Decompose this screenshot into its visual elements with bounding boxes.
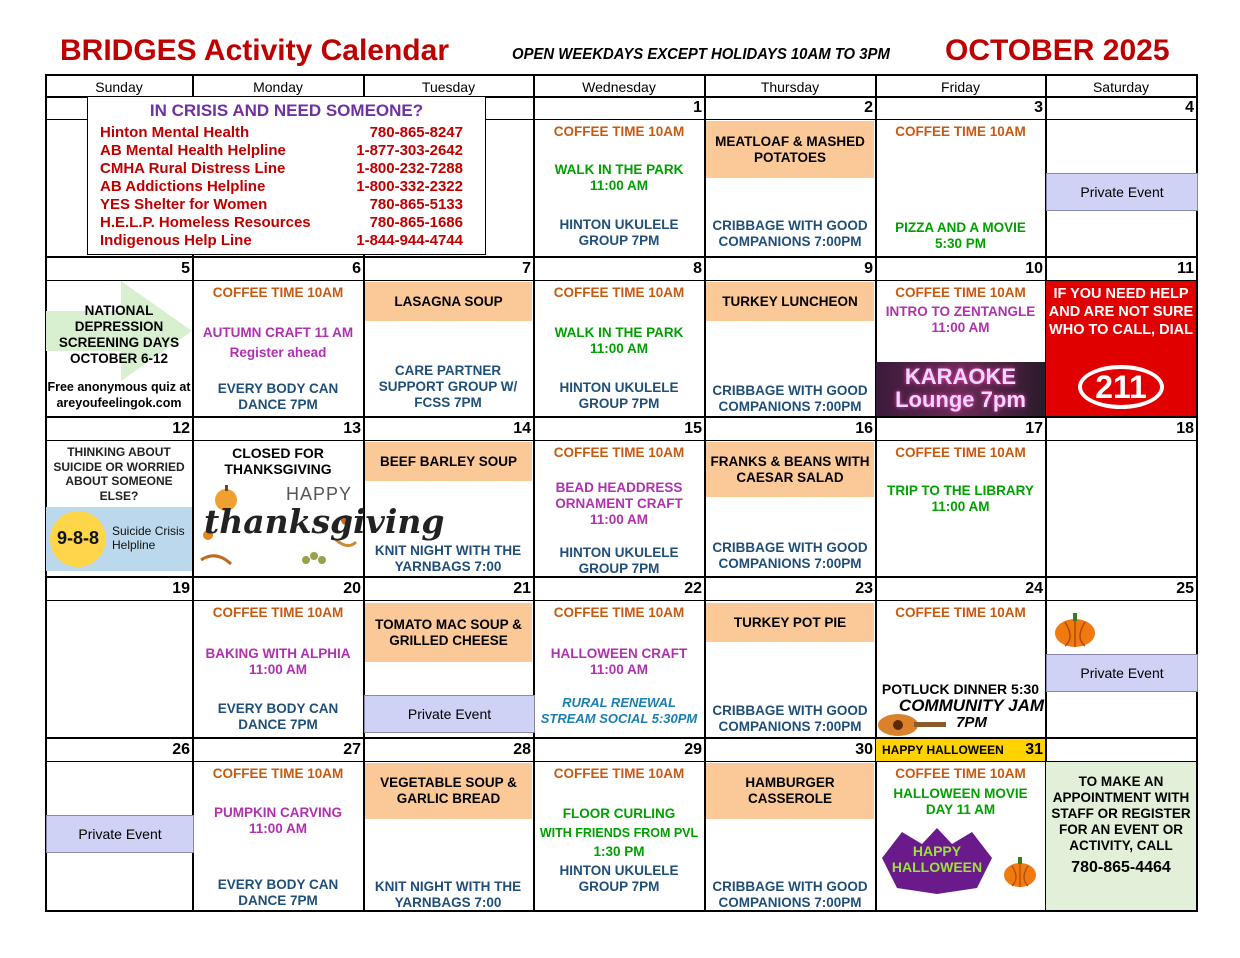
hours-note: OPEN WEEKDAYS EXCEPT HOLIDAYS 10AM TO 3PM: [512, 46, 890, 63]
crisis-phone: 1-800-232-7288: [356, 160, 463, 177]
crisis-helpline-label: Suicide Crisis Helpline: [112, 524, 185, 552]
date-number: 9: [864, 260, 873, 277]
day-header-friday: Friday: [941, 79, 980, 95]
date-number: 19: [172, 580, 190, 597]
date-number: 31: [1025, 741, 1043, 758]
date-number: 12: [172, 420, 190, 437]
date-number: 13: [343, 420, 361, 437]
coffee-time-event: COFFEE TIME 10AM: [553, 766, 685, 781]
crisis-name: Indigenous Help Line: [100, 232, 252, 249]
coffee-time-event: COFFEE TIME 10AM: [212, 605, 344, 620]
dance-event: EVERY BODY CAN DANCE 7PM: [217, 877, 339, 908]
date-number: 4: [1185, 99, 1194, 116]
floor-curling-time: 1:30 PM: [593, 844, 645, 859]
date-number: 16: [855, 420, 873, 437]
meal-event: HAMBURGER CASSEROLE: [706, 763, 874, 819]
crisis-phone: 780-865-5133: [369, 196, 463, 213]
walk-event: WALK IN THE PARK 11:00 AM: [554, 162, 684, 193]
date-number: 23: [855, 580, 873, 597]
pumpkin-carving-event: PUMPKIN CARVING 11:00 AM: [213, 805, 342, 836]
coffee-time-event: COFFEE TIME 10AM: [895, 285, 1026, 300]
potluck-event: POTLUCK DINNER 5:30: [881, 681, 1040, 697]
floor-curling-event: FLOOR CURLING: [562, 806, 676, 821]
depression-screening-panel: [46, 281, 192, 416]
coffee-time-event: COFFEE TIME 10AM: [553, 124, 685, 139]
halloween-word: HALLOWEEN: [891, 859, 983, 875]
quiz-text: Free anonymous quiz at areyoufeelingok.com: [47, 380, 191, 410]
happy-halloween-graphic: [882, 828, 992, 894]
happy-label: HAPPY: [286, 484, 353, 504]
date-number: 20: [343, 580, 361, 597]
cribbage-event: CRIBBAGE WITH GOOD COMPANIONS 7:00PM: [712, 879, 868, 910]
date-number: 3: [1034, 99, 1043, 116]
date-number: 14: [513, 420, 531, 437]
crisis-name: Hinton Mental Health: [100, 124, 250, 141]
knit-night-event: KNIT NIGHT WITH THE YARNBAGS 7:00: [374, 543, 522, 574]
private-event: Private Event: [1046, 173, 1198, 211]
day-header-sunday: Sunday: [95, 79, 143, 95]
coffee-time-event: COFFEE TIME 10AM: [553, 605, 685, 620]
autumn-craft-event: AUTUMN CRAFT 11 AM: [202, 325, 354, 340]
care-partner-event: CARE PARTNER SUPPORT GROUP W/ FCSS 7PM: [378, 363, 518, 410]
date-number: 5: [181, 260, 190, 277]
date-number: 25: [1176, 580, 1194, 597]
zentangle-event: INTRO TO ZENTANGLE 11:00 AM: [885, 304, 1036, 335]
date-number: 17: [1025, 420, 1043, 437]
date-number: 29: [684, 741, 702, 758]
coffee-time-event: COFFEE TIME 10AM: [212, 766, 344, 781]
floor-curling-detail: WITH FRIENDS FROM PVL: [539, 826, 699, 840]
date-number: 11: [1177, 260, 1194, 277]
thanksgiving-graphic: [196, 480, 445, 572]
cribbage-event: CRIBBAGE WITH GOOD COMPANIONS 7:00PM: [712, 383, 868, 414]
karaoke-subtitle: Lounge 7pm: [895, 387, 1026, 412]
date-number: 21: [513, 580, 531, 597]
halloween-banner: [876, 739, 1045, 761]
meal-event: BEEF BARLEY SOUP: [365, 442, 532, 481]
help-211-text: IF YOU NEED HELP AND ARE NOT SURE WHO TO CALL, DIAL: [1048, 286, 1194, 338]
ukulele-event: HINTON UKULELE GROUP 7PM: [559, 545, 679, 576]
crisis-988-panel: [46, 507, 192, 571]
month-title: OCTOBER 2025: [945, 34, 1170, 67]
coffee-time-event: COFFEE TIME 10AM: [895, 445, 1026, 460]
crisis-name: CMHA Rural Distress Line: [100, 160, 286, 177]
day-header-thursday: Thursday: [760, 79, 820, 95]
dial-211-number: 211: [1095, 369, 1147, 405]
date-number: 15: [684, 420, 702, 437]
register-note: Register ahead: [229, 345, 327, 360]
date-number: 1: [693, 99, 702, 116]
rural-renewal-event: RURAL RENEWAL STREAM SOCIAL 5:30PM: [540, 695, 698, 726]
day-header-wednesday: Wednesday: [582, 79, 656, 95]
coffee-time-event: COFFEE TIME 10AM: [895, 605, 1026, 620]
appointment-panel: [1046, 762, 1196, 910]
dance-event: EVERY BODY CAN DANCE 7PM: [217, 381, 339, 412]
appointment-phone: 780-865-4464: [1071, 859, 1171, 876]
dial-211-badge: [1078, 365, 1164, 409]
date-number: 26: [172, 741, 190, 758]
meal-event: LASAGNA SOUP: [365, 282, 532, 321]
private-event: Private Event: [1046, 654, 1198, 692]
pumpkin-icon: [1002, 854, 1038, 888]
date-number: 10: [1025, 260, 1043, 277]
badge-988: [50, 511, 106, 567]
cribbage-event: CRIBBAGE WITH GOOD COMPANIONS 7:00PM: [712, 218, 868, 249]
calendar-title: BRIDGES Activity Calendar: [60, 34, 449, 67]
date-number: 2: [864, 99, 873, 116]
date-number: 8: [693, 260, 702, 277]
crisis-phone: 1-877-303-2642: [356, 142, 463, 159]
date-number: 22: [684, 580, 702, 597]
crisis-name: YES Shelter for Women: [100, 196, 268, 213]
number-988: 9-8-8: [56, 528, 100, 548]
happy-halloween-label: HAPPY HALLOWEEN: [882, 743, 1004, 757]
date-number: 24: [1025, 580, 1043, 597]
dance-event: EVERY BODY CAN DANCE 7PM: [217, 701, 339, 732]
date-number: 28: [513, 741, 531, 758]
help-211-panel: [1046, 281, 1196, 416]
meal-event: VEGETABLE SOUP & GARLIC BREAD: [365, 763, 532, 819]
cribbage-event: CRIBBAGE WITH GOOD COMPANIONS 7:00PM: [712, 540, 868, 571]
karaoke-title: KARAOKE: [904, 364, 1017, 389]
date-number: 18: [1176, 420, 1194, 437]
private-event: Private Event: [46, 815, 194, 853]
ukulele-event: HINTON UKULELE GROUP 7PM: [559, 217, 679, 248]
day-header-monday: Monday: [253, 79, 303, 95]
thanksgiving-script: thanksgiving: [204, 502, 445, 541]
meal-event: FRANKS & BEANS WITH CAESAR SALAD: [706, 442, 874, 497]
knit-night-event: KNIT NIGHT WITH THE YARNBAGS 7:00: [374, 879, 522, 910]
depression-text: NATIONAL DEPRESSION SCREENING DAYS OCTOBER 6-12: [58, 303, 180, 366]
community-jam-title: COMMUNITY JAM: [898, 696, 1045, 715]
crisis-name: H.E.L.P. Homeless Resources: [100, 214, 311, 231]
crisis-phone: 780-865-8247: [369, 124, 463, 141]
cribbage-event: CRIBBAGE WITH GOOD COMPANIONS 7:00PM: [712, 703, 868, 734]
suicide-text: THINKING ABOUT SUICIDE OR WORRIED ABOUT SOMEONE ELSE?: [53, 445, 185, 503]
day-header-saturday: Saturday: [1092, 79, 1150, 95]
crisis-name: AB Mental Health Helpline: [100, 142, 286, 159]
ukulele-event: HINTON UKULELE GROUP 7PM: [559, 380, 679, 411]
pizza-event: PIZZA AND A MOVIE 5:30 PM: [895, 220, 1026, 251]
closed-notice: CLOSED FOR THANKSGIVING: [224, 445, 332, 477]
coffee-time-event: COFFEE TIME 10AM: [553, 445, 685, 460]
meal-event: TOMATO MAC SOUP & GRILLED CHEESE: [365, 603, 532, 662]
baking-event: BAKING WITH ALPHIA 11:00 AM: [205, 646, 351, 677]
halloween-happy-word: HAPPY: [912, 843, 962, 859]
meal-event: TURKEY LUNCHEON: [706, 282, 874, 321]
crisis-phone: 780-865-1686: [369, 214, 463, 231]
coffee-time-event: COFFEE TIME 10AM: [895, 766, 1026, 781]
halloween-craft-event: HALLOWEEN CRAFT 11:00 AM: [550, 646, 688, 677]
crisis-box: [87, 96, 486, 255]
community-jam-graphic: [876, 697, 1045, 737]
coffee-time-event: COFFEE TIME 10AM: [553, 285, 685, 300]
library-event: TRIP TO THE LIBRARY 11:00 AM: [887, 483, 1034, 514]
bead-craft-event: BEAD HEADDRESS ORNAMENT CRAFT 11:00 AM: [555, 480, 683, 527]
halloween-movie-event: HALLOWEEN MOVIE DAY 11 AM: [893, 786, 1028, 817]
date-number: 7: [522, 260, 531, 277]
ukulele-event: HINTON UKULELE GROUP 7PM: [559, 863, 679, 894]
walk-event: WALK IN THE PARK 11:00 AM: [554, 325, 684, 356]
private-event: Private Event: [364, 695, 535, 733]
appointment-text: TO MAKE AN APPOINTMENT WITH STAFF OR REGISTER FOR AN EVENT OR ACTIVITY, CALL: [1051, 774, 1191, 853]
crisis-phone: 1-800-332-2322: [356, 178, 463, 195]
community-jam-time: 7PM: [956, 714, 987, 731]
pumpkin-icon: [1053, 610, 1097, 648]
meal-event: MEATLOAF & MASHED POTATOES: [706, 121, 874, 178]
crisis-name: AB Addictions Helpline: [100, 178, 266, 195]
day-header-tuesday: Tuesday: [421, 79, 476, 95]
date-number: 27: [343, 741, 361, 758]
date-number: 30: [855, 741, 873, 758]
coffee-time-event: COFFEE TIME 10AM: [212, 285, 344, 300]
meal-event: TURKEY POT PIE: [706, 603, 874, 642]
crisis-heading: IN CRISIS AND NEED SOMEONE?: [149, 101, 424, 120]
date-number: 6: [352, 260, 361, 277]
coffee-time-event: COFFEE TIME 10AM: [895, 124, 1026, 139]
crisis-phone: 1-844-944-4744: [356, 232, 463, 249]
karaoke-banner: [876, 362, 1045, 416]
